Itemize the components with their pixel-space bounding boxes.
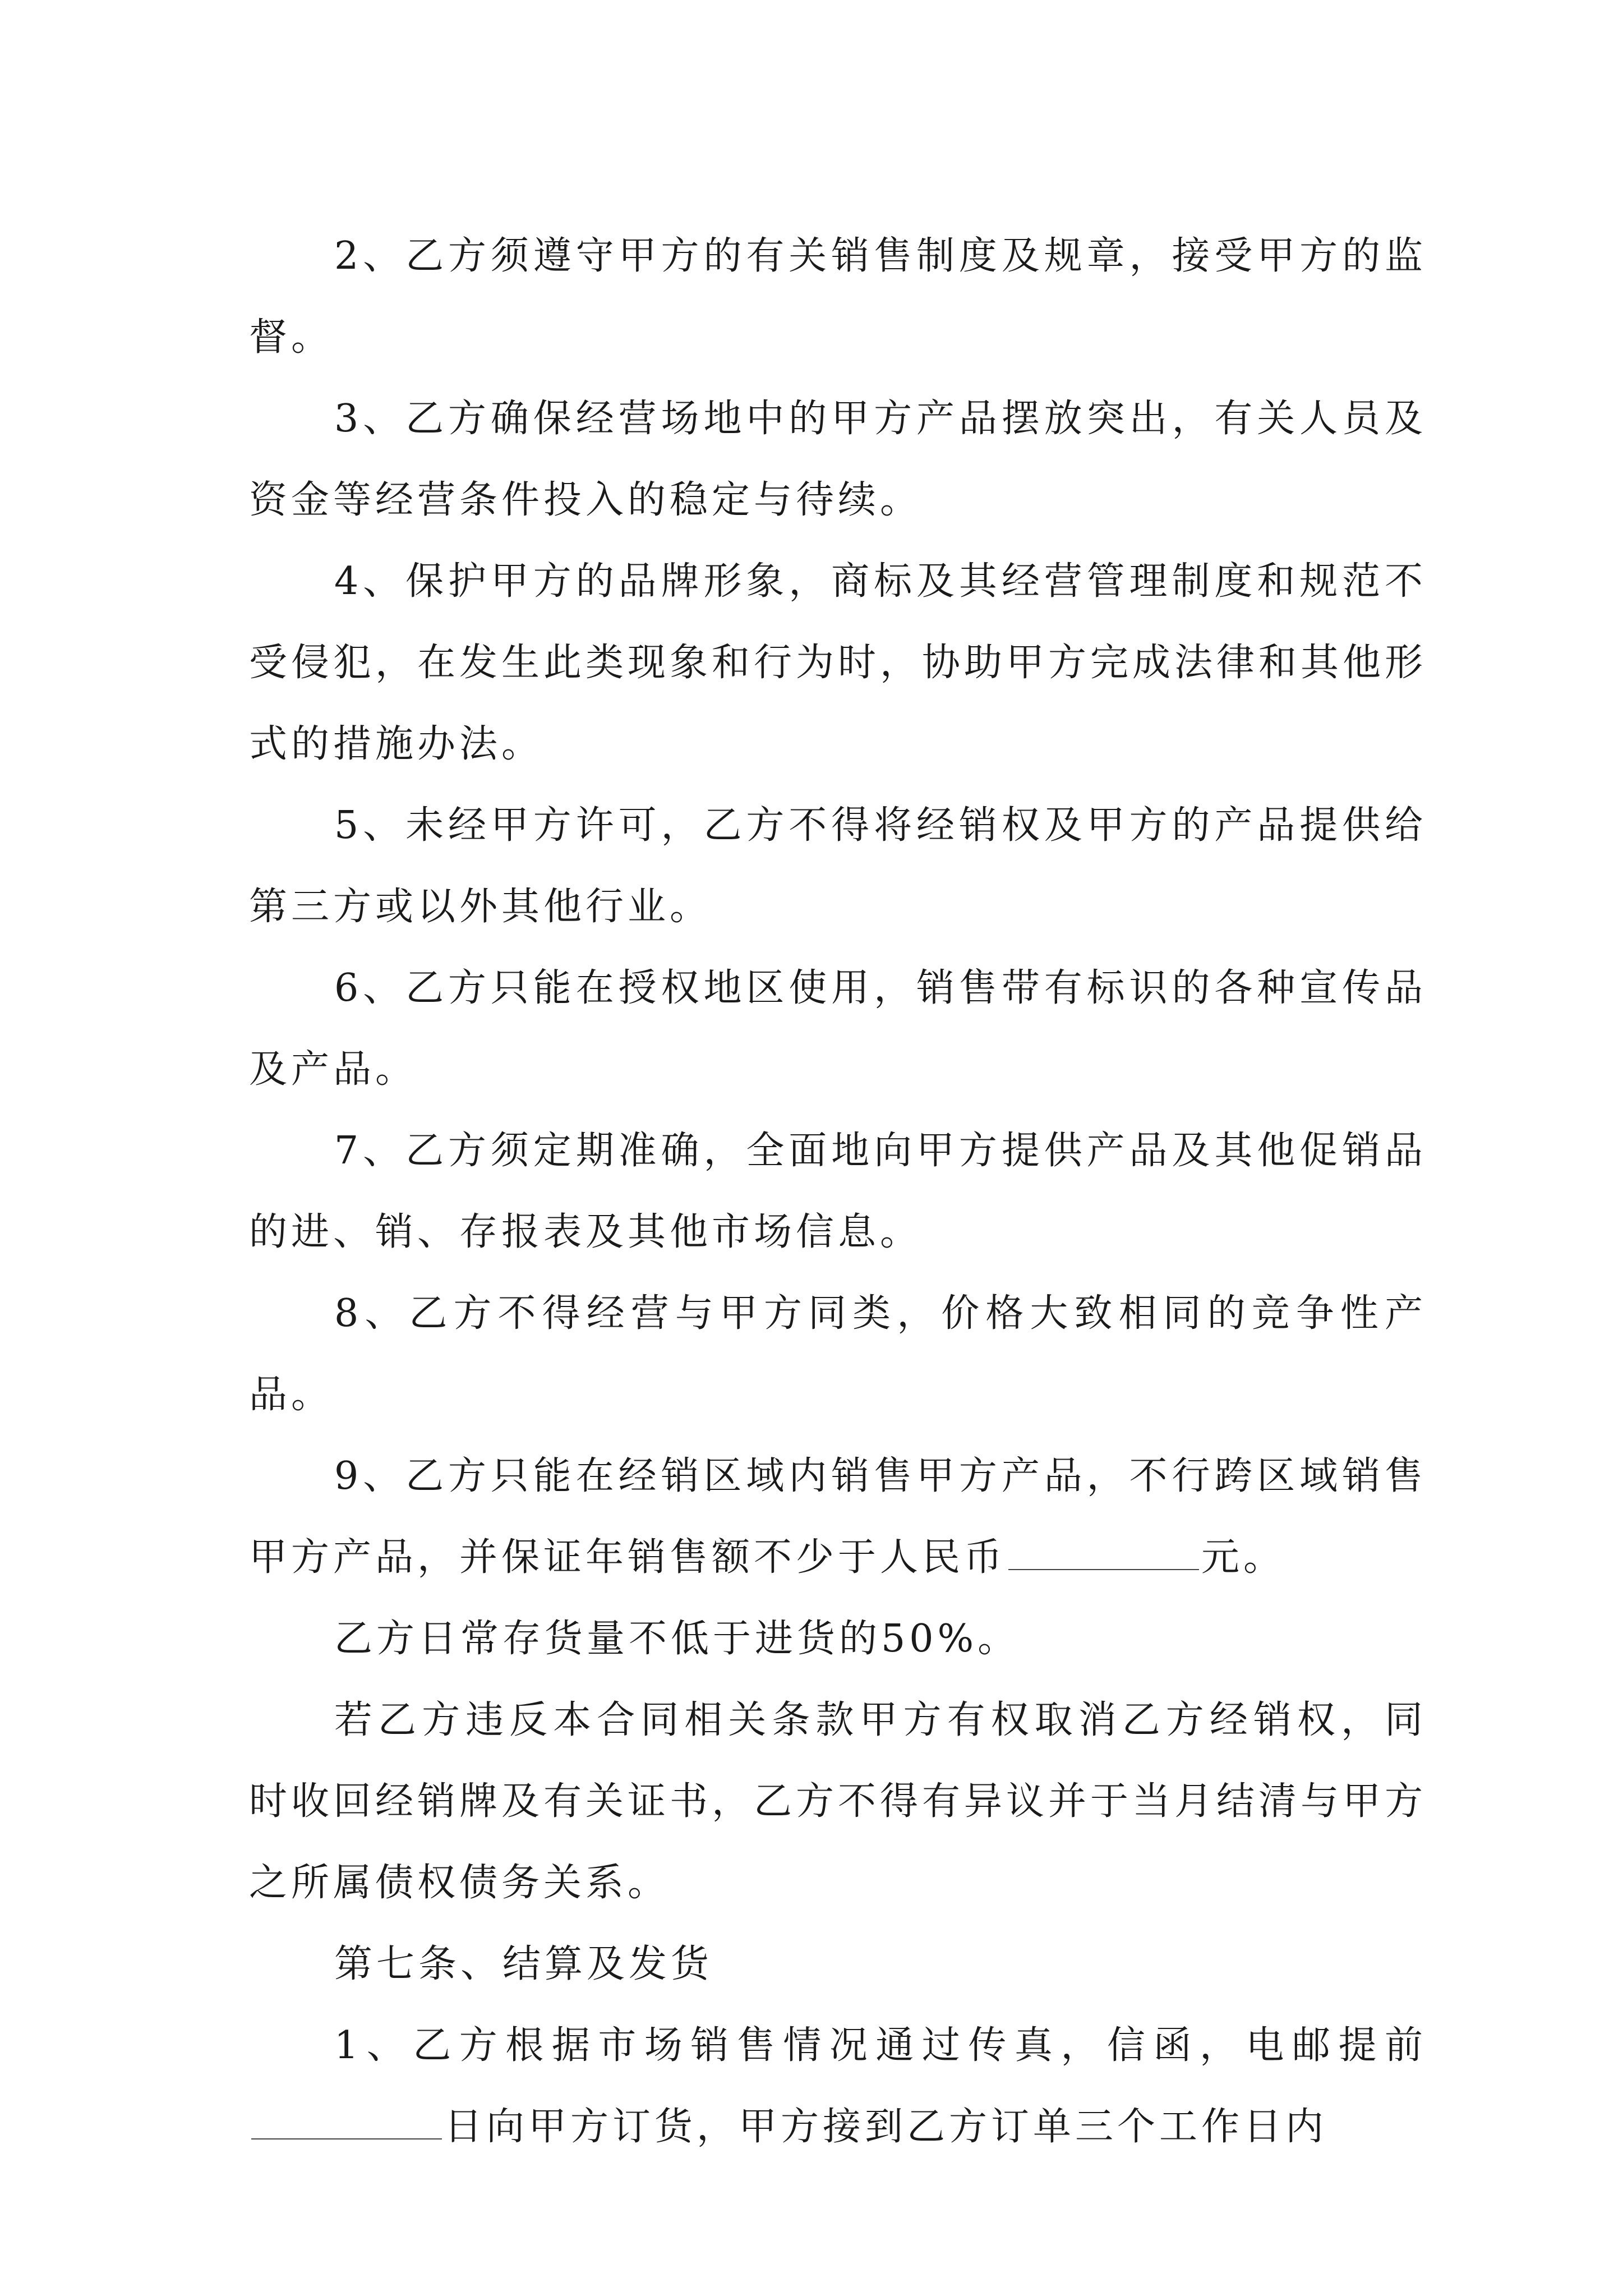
clause-paragraph: 3、乙方确保经营场地中的甲方产品摆放突出，有关人员及资金等经营条件投入的稳定与待续。 bbox=[249, 397, 1427, 522]
days-blank-line bbox=[251, 2138, 442, 2139]
breach-paragraph: 若乙方违反本合同相关条款甲方有权取消乙方经销权，同时收回经销牌及有关证书，乙方不得有异议并于当月结清与甲方之所属债权债务关系。 bbox=[249, 1698, 1427, 1905]
settlement-paragraph bbox=[249, 2005, 1427, 2168]
clause-paragraph: 8、乙方不得经营与甲方同类，价格大致相同的竞争性产品。 bbox=[249, 1291, 1427, 1417]
clause-paragraph: 2、乙方须遵守甲方的有关销售制度及规章，接受甲方的监督。 bbox=[249, 234, 1427, 360]
article-heading: 第七条、结算及发货 bbox=[334, 1942, 713, 1986]
sales-target-text: 9、乙方只能在经销区域内销售甲方产品，不行跨区域销售甲方产品，并保证年销售额不少于人民币 bbox=[249, 1454, 1427, 1580]
amount-blank-line bbox=[1008, 1568, 1199, 1570]
clause-paragraph-sales-target bbox=[249, 1435, 1427, 1598]
settlement-text-continued: 日向甲方订货，甲方接到乙方订单三个工作日内 bbox=[444, 2105, 1328, 2149]
settlement-text: 1、乙方根据市场销售情况通过传真，信函，电邮提前 bbox=[334, 2023, 1427, 2068]
inventory-paragraph: 乙方日常存货量不低于进货的50%。 bbox=[334, 1617, 1020, 1661]
sales-target-unit: 元。 bbox=[1201, 1535, 1286, 1580]
clause-paragraph: 5、未经甲方许可，乙方不得将经销权及甲方的产品提供给第三方或以外其他行业。 bbox=[249, 803, 1427, 929]
clause-paragraph: 6、乙方只能在授权地区使用，销售带有标识的各种宣传品及产品。 bbox=[249, 966, 1427, 1092]
clause-paragraph: 4、保护甲方的品牌形象，商标及其经营管理制度和规范不受侵犯，在发生此类现象和行为时，协助甲方完成法律和其他形式的措施办法。 bbox=[249, 559, 1427, 766]
document-page bbox=[249, 215, 1427, 2168]
clause-paragraph: 7、乙方须定期准确，全面地向甲方提供产品及其他促销品的进、销、存报表及其他市场信息。 bbox=[249, 1129, 1427, 1254]
